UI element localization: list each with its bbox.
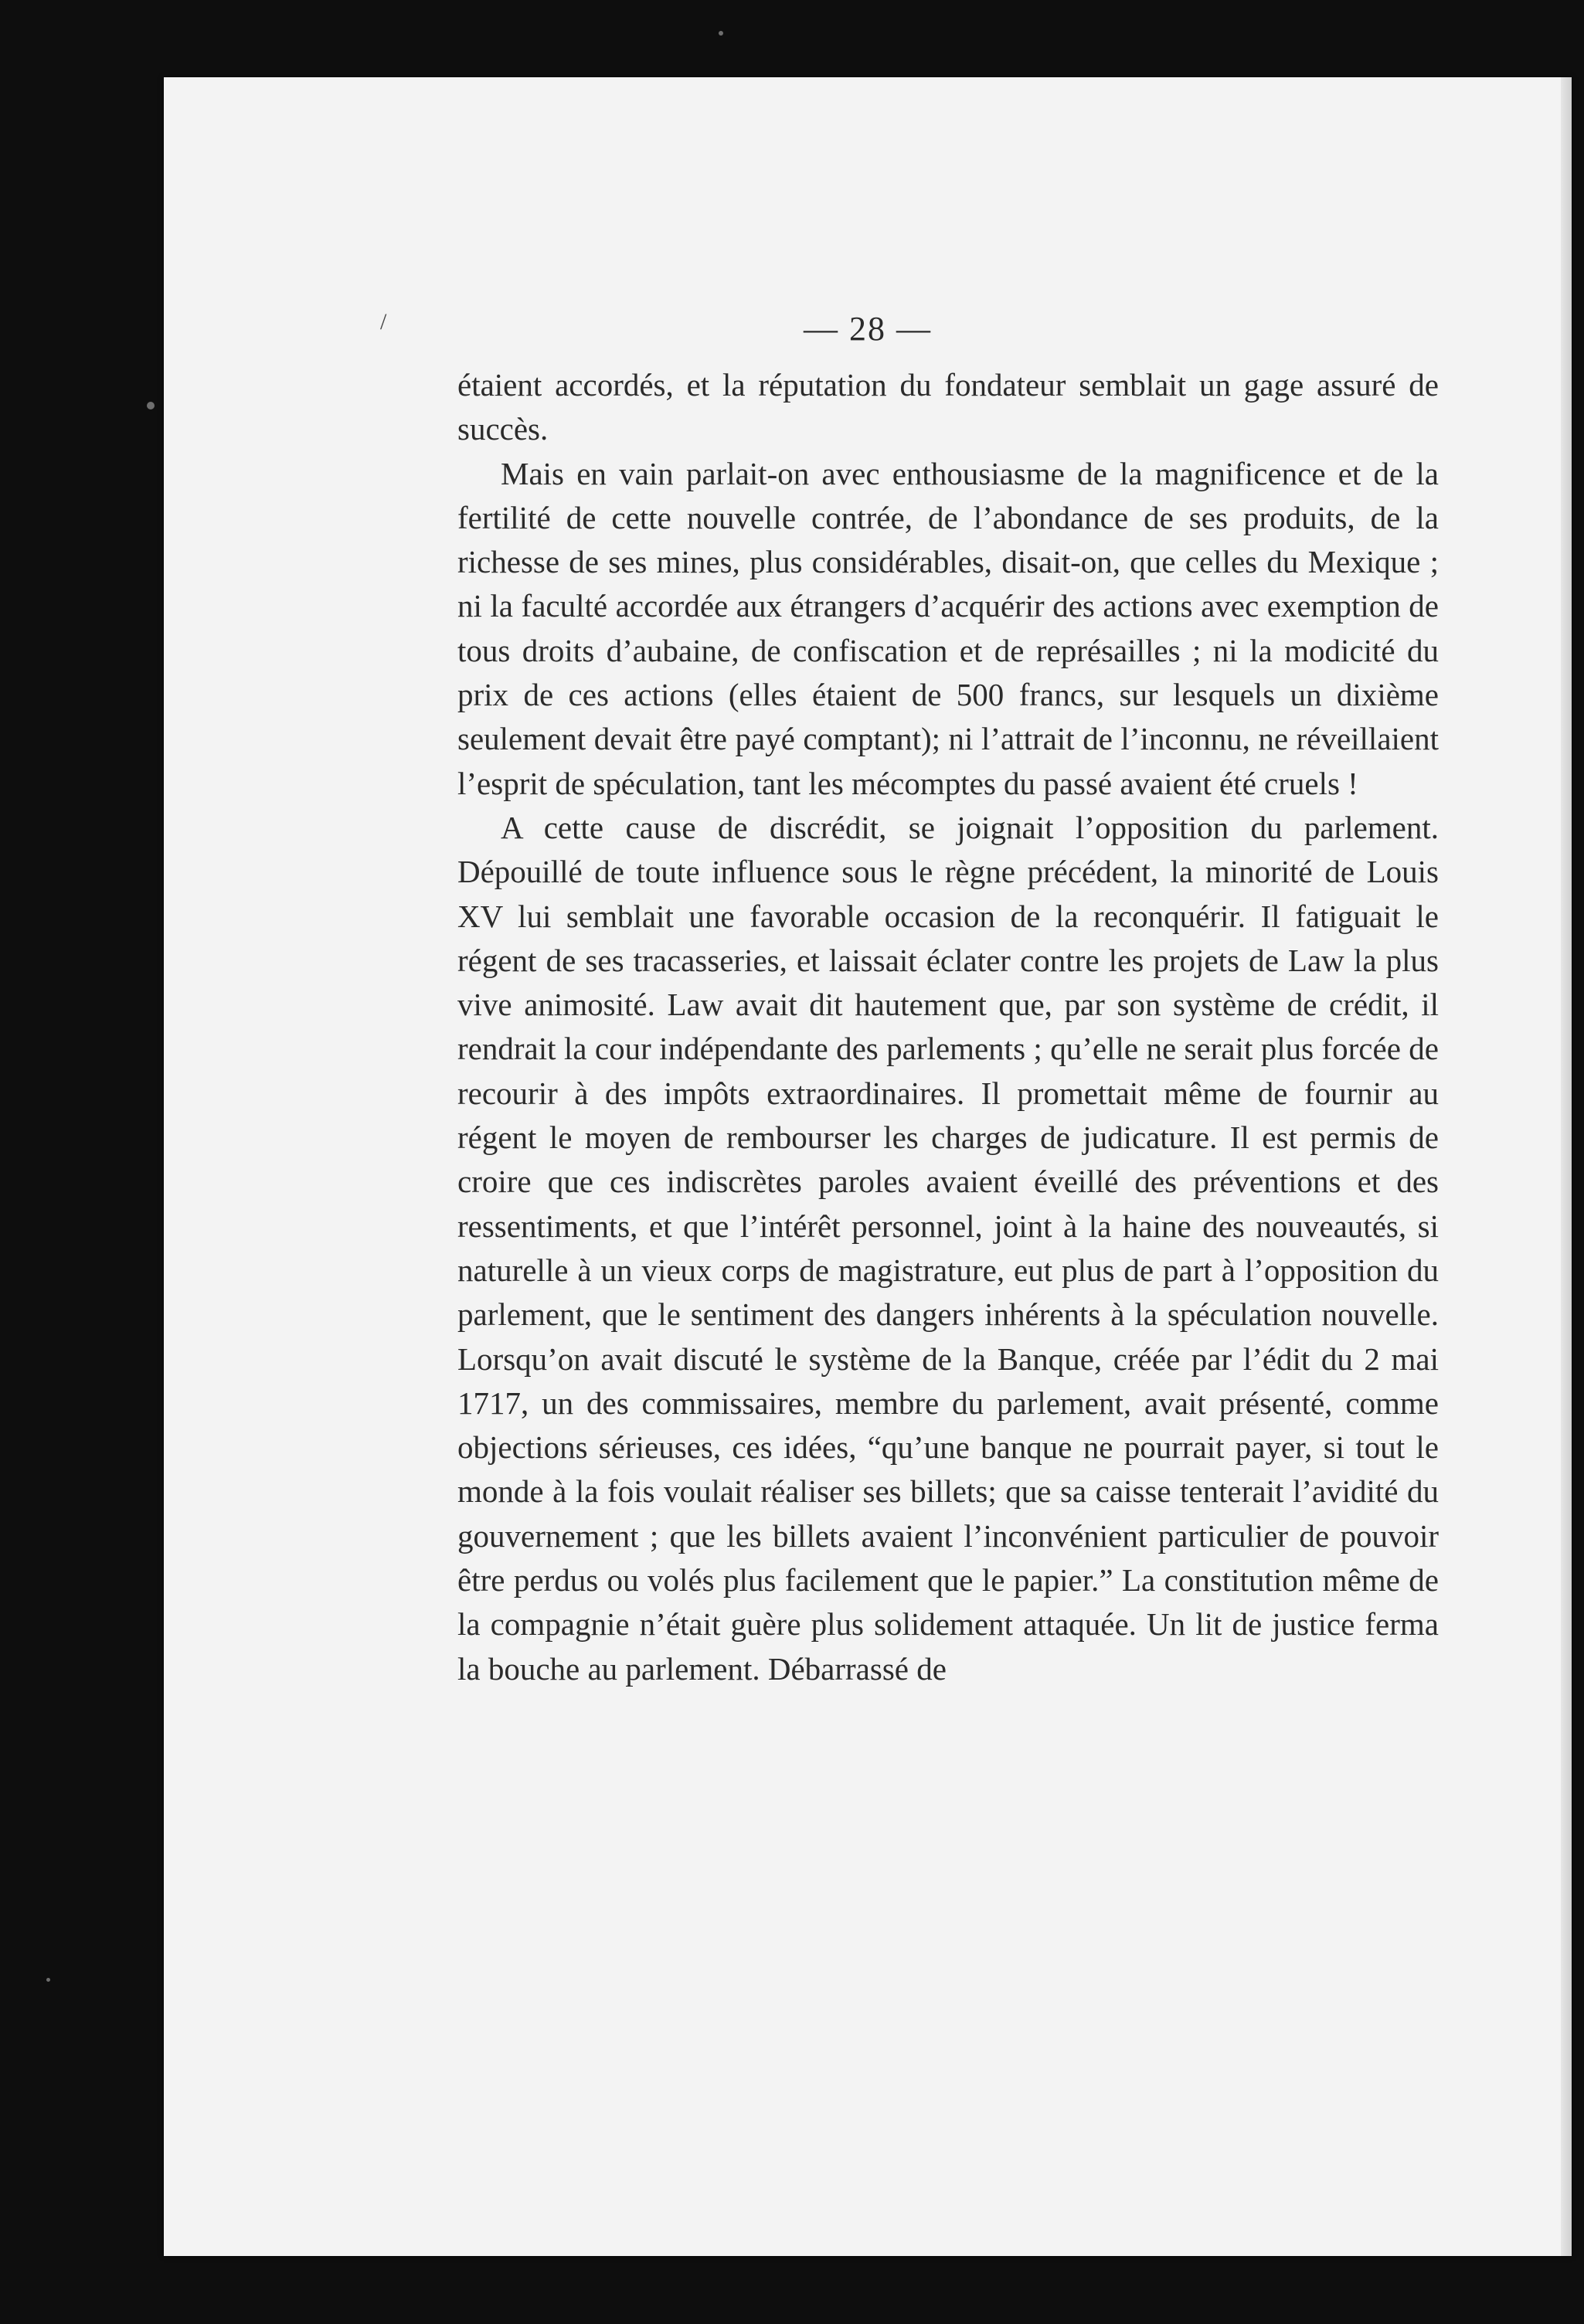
book-page xyxy=(164,77,1572,2256)
page-edge xyxy=(1561,77,1572,2256)
paragraph-2: Mais en vain parlait-on avec enthousiasme de la magnificence et de la fertilité de cette nouvelle contrée, de l’abondance de ses produits, de la richesse de ses mines, plus considérables, disait-on, que celles du Mexique ; ni la faculté accordée aux étrangers d’acquérir des actions avec exemption de tous droits d’aubaine, de confiscation et de représailles ; ni la modicité du prix de ces actions (elles étaient de 500 francs, sur lesquels un dixième seulement devait être payé comptant); ni l’attrait de l’inconnu, ne réveillaient l’esprit de spéculation, tant les mécomptes du passé avaient été cruels ! xyxy=(457,455,1439,801)
body-text xyxy=(457,363,1439,1691)
margin-mark: / xyxy=(380,309,387,335)
scan-speck xyxy=(147,402,155,409)
scan-speck xyxy=(719,31,723,36)
page-number: — 28 — xyxy=(804,310,932,348)
paragraph-1: étaient accordés, et la réputation du fondateur semblait un gage assuré de succès. xyxy=(457,367,1439,447)
paragraph-3: A cette cause de discrédit, se joignait l’opposition du parlement. Dépouillé de toute influence sous le règne précédent, la minorité de Louis XV lui semblait une favorable occasion de la reconquérir. Il fatiguait le régent de ses tracasseries, et laissait éclater contre les projets de Law la plus vive animosité. Law avait dit hautement que, par son système de crédit, il rendrait la cour indépendante des parlements ; qu’elle ne serait plus forcée de recourir à des impôts extraordinaires. Il promettait même de fournir au régent le moyen de rembourser les charges de judicature. Il est permis de croire que ces indiscrètes paroles avaient éveillé des préventions et des ressentiments, et que l’intérêt personnel, joint à la haine des nouveautés, si naturelle à un vieux corps de magistrature, eut plus de part à l’opposition du parlement, que le sentiment des dangers inhérents à la spéculation nouvelle. Lorsqu’on avait discuté le système de la Banque, créée par l’édit du 2 mai 1717, un des commissaires, membre du parlement, avait présenté, comme objections sérieuses, ces idées, “qu’une banque ne pourrait payer, si tout le monde à la fois voulait réaliser ses billets; que sa caisse tenterait l’avidité du gouvernement ; que les billets avaient l’inconvénient particulier de pouvoir être perdus ou volés plus facilement que le papier.” La constitution même de la compagnie n’était guère plus solidement attaquée. Un lit de justice ferma la bouche au parlement. Débarrassé de xyxy=(457,809,1439,1687)
scan-speck xyxy=(46,1978,50,1982)
